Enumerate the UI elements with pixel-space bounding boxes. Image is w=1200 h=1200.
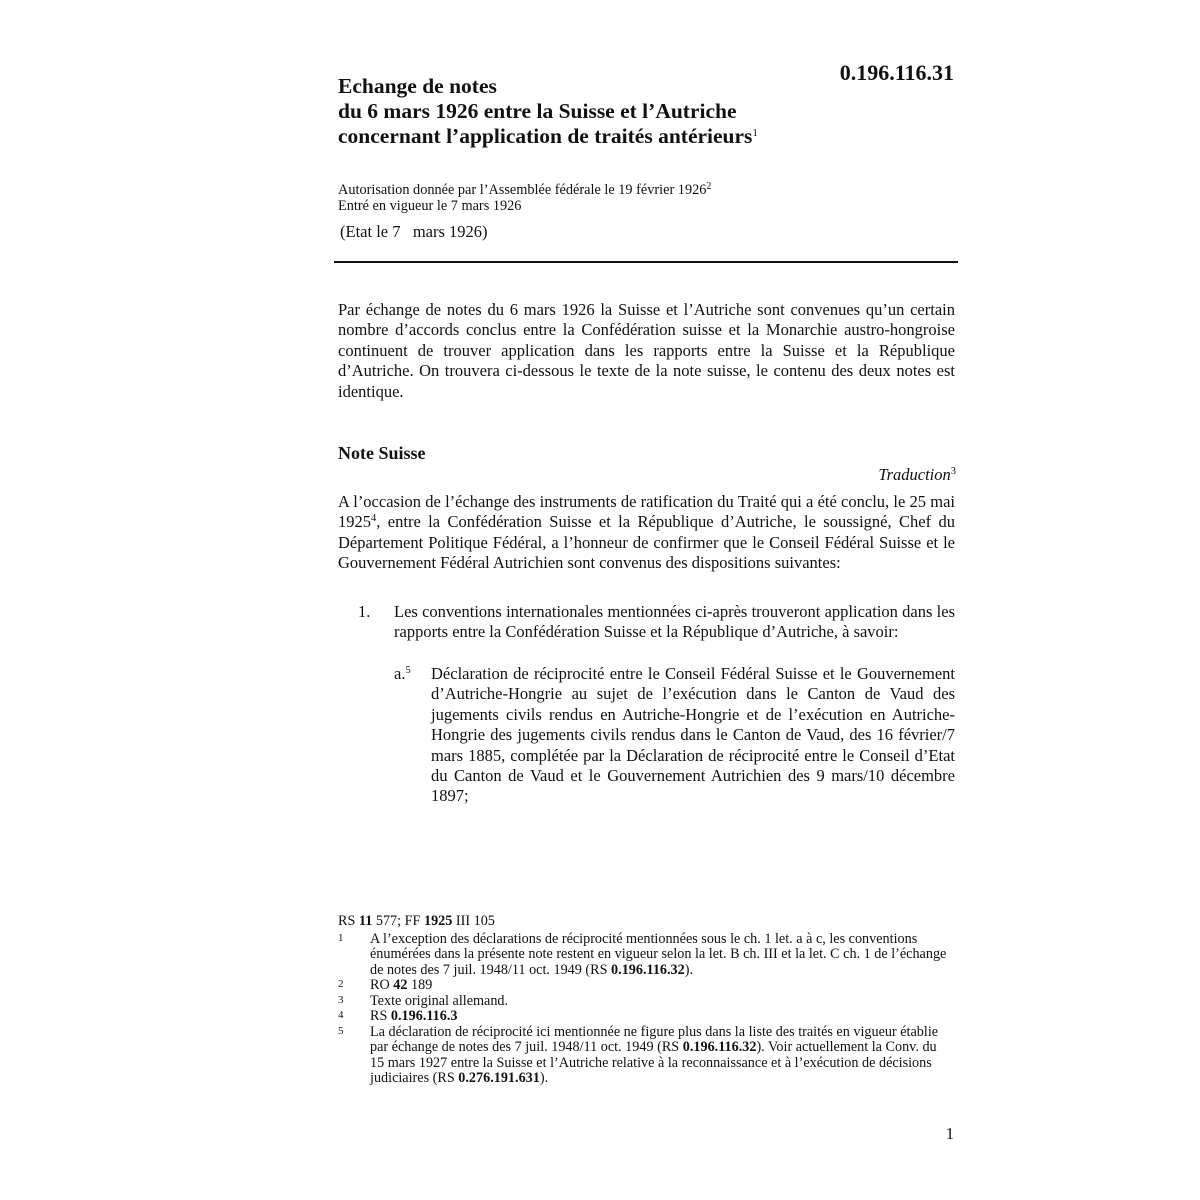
translation-note [700,465,956,485]
section-heading: Note Suisse [338,443,426,463]
sr-number: 0.196.116.31 [839,60,954,85]
sub-list-item [338,664,955,807]
footnote-1 [338,932,953,979]
title-line-3-text: concernant l’application de traités antérieurs [338,124,753,148]
footnote-1-ref[interactable]: 0.196.116.32 [611,961,685,978]
footnote-1-number: 1 [338,931,344,944]
footnote-4 [338,1009,953,1025]
footnote-2-suffix: 189 [407,977,433,993]
list-item-number: 1. [358,602,371,621]
body-footnote-ref[interactable]: 4 [371,513,377,525]
footnote-1-end: ). [684,961,694,978]
title-line-1: Echange de notes [338,74,497,98]
header-divider [334,261,958,263]
footnote-5-ref-2[interactable]: 0.276.191.631 [458,1070,540,1086]
sub-item-text: Déclaration de réciprocité entre le Conseil Fédéral Suisse et le Gouvernement d’Autriche-Hongrie au sujet de l’exécution dans le Canton de Vaud des jugements civils rendus en Autriche-Hongrie et de l’exécution en Autriche-Hongrie des jugements civils rendus dans le Canton de Vaud, des 16 février/7 mars 1885, complétée par la Déclaration de réciprocité entre le Conseil d’Etat du Canton de Vaud et le Gouvernement Autrichien des 9 mars/10 décembre 1897; [431,664,955,806]
translation-footnote-ref[interactable]: 3 [950,466,956,477]
footnote-5-number: 5 [338,1024,344,1037]
footnote-4-number: 4 [338,1009,344,1021]
body-text-part2: , entre la Confédération Suisse et la République d’Autriche, le soussigné, Chef du Département Politique Fédéral, a l’honneur de confirmer que le Conseil Fédéral Suisse et le Gouvernement Fédéral Autrichien sont convenus des dispositions suivantes: [338,512,955,573]
footnote-5-ref-1[interactable]: 0.196.116.32 [682,1039,757,1055]
footnote-5-text-2: ). Voir actuellement la Conv. du 15 mars 1927 entre la Suisse et l’Autriche relative à la reconnaissance et à l’exécution de décisions judiciaires (RS [370,1039,937,1086]
status-line: (Etat le 7 mars 1926) [340,222,488,241]
page-number: 1 [945,1124,954,1143]
sub-item-letter: a. [394,664,406,683]
source-volume-2: 1925 [423,913,453,929]
footnote-3-number: 3 [338,993,344,1006]
title-line-2: du 6 mars 1926 entre la Suisse et l’Autriche [338,99,737,123]
footnote-4-prefix: RS [370,1008,391,1024]
intro-paragraph: Par échange de notes du 6 mars 1926 la Suisse et l’Autriche sont convenues qu’un certain nombre d’accords conclus entre la Confédération suisse et la Monarchie austro-hongroise continuent de trouver application dans les rapports entre la Suisse et la République d’Autriche. On trouvera ci-dessous le texte de la note suisse, le contenu des deux notes est identique. [338,300,955,401]
footnote-source [338,914,953,930]
footnote-5 [338,1025,953,1087]
footnote-3-text: Texte original allemand. [370,992,509,1009]
footnotes [338,914,953,1087]
source-prefix: RS [338,913,359,929]
source-mid: 577; FF [372,913,424,929]
list-item [338,602,955,643]
document-meta [338,182,958,214]
authorization-line [338,182,958,198]
footnote-2 [338,978,953,994]
translation-label: Traduction [878,465,951,484]
footnote-5-text-1: La déclaration de réciprocité ici mentionnée ne figure plus dans la liste des traités en vigueur établie par échange de notes des 7 juil. 1948/11 oct. 1949 (RS [370,1023,939,1055]
footnote-2-volume: 42 [393,977,408,993]
sub-item-footnote-ref[interactable]: 5 [405,665,411,676]
title-footnote-ref[interactable]: 1 [752,127,758,139]
list-item-text: Les conventions internationales mentionnées ci-après trouveront application dans les rapports entre la Confédération Suisse et la République d’Autriche, à savoir: [394,602,955,642]
footnote-2-prefix: RO [370,977,394,993]
body-text-part1: A l’occasion de l’échange des instruments de ratification du Traité qui a été conclu, le 25 mai 1925 [338,492,955,532]
authorization-text: Autorisation donnée par l’Assemblée fédérale le 19 février 1926 [338,182,707,198]
footnote-1-text: A l’exception des déclarations de réciprocité mentionnées sous le ch. 1 let. a à c, les conventions énumérées dans la présente note restent en vigueur selon la let. B ch. III et la let. C ch. 1 de l’échange de notes des 7 juil. 1948/11 oct. 1949 (RS [370,930,947,978]
entry-into-force-line: Entré en vigueur le 7 mars 1926 [338,198,522,214]
body-paragraph [338,492,955,574]
footnote-3 [338,994,953,1010]
sub-item-label [394,664,411,684]
title-line-3 [338,124,958,149]
source-volume-1: 11 [358,913,373,929]
footnote-5-text-3: ). [539,1070,549,1086]
document-title [338,74,958,149]
footnote-2-number: 2 [338,978,344,990]
footnote-4-ref[interactable]: 0.196.116.3 [390,1008,458,1024]
authorization-footnote-ref[interactable]: 2 [706,181,712,192]
source-suffix: III 105 [452,913,495,929]
